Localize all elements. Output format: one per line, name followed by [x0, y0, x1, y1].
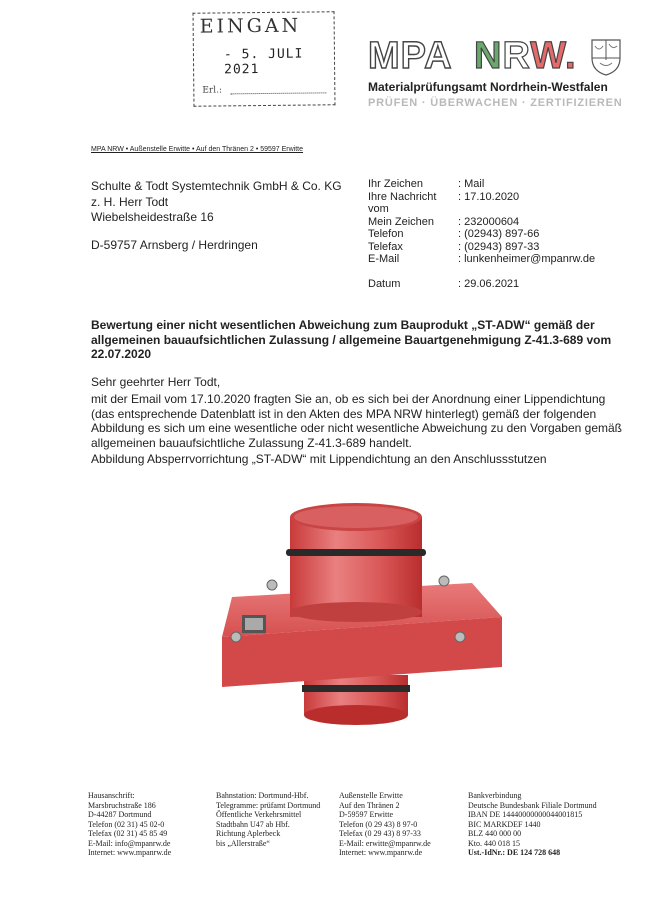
recipient-city: D-59757 Arnsberg / Herdringen: [91, 237, 258, 252]
recipient-attention: z. H. Herr Todt: [91, 194, 169, 209]
recipient-company: Schulte & Todt Systemtechnik GmbH & Co. KG: [91, 179, 342, 193]
ref-row: Ihre Nachricht vom : 17.10.2020: [368, 190, 520, 215]
sender-return-address: MPA NRW • Außenstelle Erwitte • Auf den Thränen 2 • 59597 Erwitte: [91, 146, 304, 153]
logo-mpa-text: MPA: [368, 35, 453, 77]
shutoff-device-photo: [212, 497, 512, 767]
footer-bank-details: Bankverbindung Deutsche Bundesbank Filiale Dortmund IBAN DE 14440000000044001815 BIC MARKDEF 1440 BLZ 440 000 00 Kto. 440 018 15 Ust.-IdNr.: DE 124 728 648: [468, 791, 597, 857]
received-stamp: [193, 11, 336, 106]
logo-tagline: PRÜFEN · ÜBERWACHEN · ZERTIFIZIEREN: [368, 97, 623, 109]
recipient-address: [91, 179, 342, 253]
reference-block: [368, 178, 595, 290]
coat-of-arms-icon: [590, 38, 622, 76]
body-paragraph: mit der Email vom 17.10.2020 fragten Sie an, ob es sich bei der Anordnung einer Lippendichtung (das entsprechende Datenblatt ist in den Akten des MPA NRW hinterlegt) gemäß der folgenden Abbildung es sich um eine wesentliche oder nicht wesentliche Abweichung zu den Vorgaben gemäß allgemeinen bauaufsichtliche Zulassung Z-41.3-689 handelt.: [91, 392, 622, 450]
stamp-erl: Erl.:: [202, 85, 223, 96]
recipient-street: Wiebelsheidestraße 16: [91, 210, 214, 224]
stamp-dotted-line: [230, 92, 326, 94]
ref-row: Telefon : (02943) 897-66: [368, 228, 540, 240]
logo-nrw-text: NRW.: [474, 35, 577, 77]
salutation: Sehr geehrter Herr Todt,: [91, 375, 221, 389]
mpa-nrw-logo: [368, 36, 628, 118]
footer-transport-info: Bahnstation: Dortmund-Hbf. Telegramme: prüfamt Dortmund Öffentliche Verkehrsmittel Stadtbahn U47 ab Hbf. Richtung Aplerbeck bis „Allerstraße“: [216, 791, 321, 848]
figure-caption: Abbildung Absperrvorrichtung „ST-ADW“ mit Lippendichtung an den Anschlussstutzen: [91, 452, 547, 466]
footer-postal-address: Hausanschrift: Marsbruchstraße 186 D-44287 Dortmund Telefon (02 31) 45 02-0 Telefax (02 31) 45 85 49 E-Mail: info@mpanrw.de Internet: www.mpanrw.de: [88, 791, 172, 857]
ref-row: Ihr Zeichen : Mail: [368, 178, 485, 190]
stamp-heading: EINGAN: [199, 14, 302, 38]
footer-branch-address: Außenstelle Erwitte Auf den Thränen 2 D-59597 Erwitte Telefon (0 29 43) 8 97-0 Telefax (0 29 43) 8 97-33 E-Mail: erwitte@mpanrw.de Internet: www.mpanrw.de: [339, 791, 431, 857]
logo-subtitle: Materialprüfungsamt Nordrhein-Westfalen: [368, 80, 608, 94]
ref-row: Telefax : (02943) 897-33: [368, 240, 540, 253]
letter-subject: Bewertung einer nicht wesentlichen Abweichung zum Bauprodukt „ST-ADW“ gemäß der allgemeinen bauaufsichtlichen Zulassung / allgemeine Bauartgenehmigung Z-41.3-689 vom 22.07.2020: [91, 318, 612, 361]
stamp-date: - 5. JULI 2021: [223, 46, 304, 78]
ref-row: E-Mail : lunkenheimer@mpanrw.de: [368, 253, 596, 265]
date-row: Datum : 29.06.2021: [368, 277, 520, 290]
ref-row: Mein Zeichen : 232000604: [368, 215, 520, 228]
